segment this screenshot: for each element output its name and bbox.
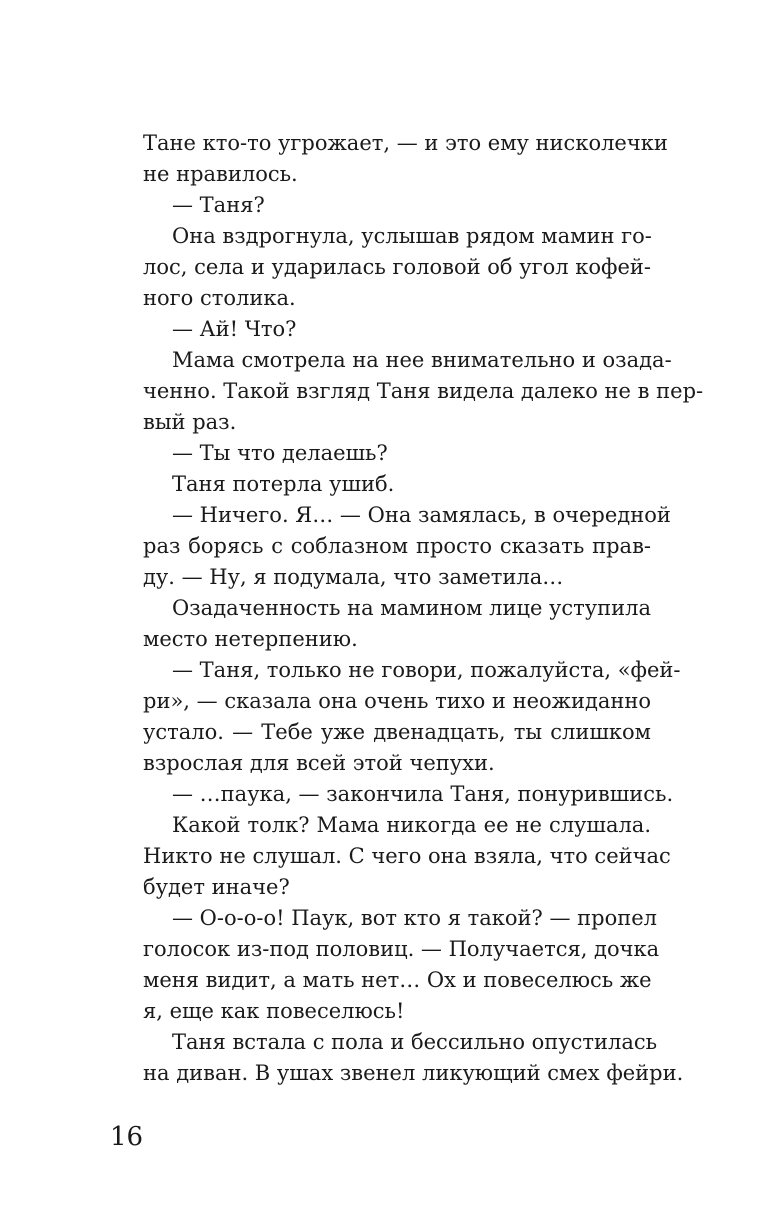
text-line-1: Тане кто-то угрожает, — и это ему нисколечки [143, 131, 668, 155]
text-line-20: устало. — Тебе уже двенадцать, ты слишком [143, 720, 651, 744]
text-line-4: Она вздрогнула, услышав рядом мамин го- [172, 224, 652, 248]
text-line-24: Никто не слушал. С чего она взяла, что сейчас [143, 844, 671, 868]
text-line-8: Мама смотрела на нее внимательно и озада- [172, 348, 672, 372]
text-line-6: ного столика. [143, 286, 296, 310]
text-line-10: вый раз. [143, 410, 237, 434]
text-line-5: лос, села и ударилась головой об угол кофей- [143, 255, 651, 279]
text-line-12: Таня потерла ушиб. [172, 472, 395, 496]
text-line-30: Таня встала с пола и бессильно опустилась [172, 1030, 658, 1054]
text-line-13: — Ничего. Я… — Она замялась, в очередной [172, 503, 671, 527]
text-line-9: ченно. Такой взгляд Таня видела далеко не в пер- [143, 379, 704, 403]
text-line-3: — Таня? [172, 193, 265, 217]
text-line-2: не нравилось. [143, 162, 298, 186]
text-line-16: Озадаченность на мамином лице уступила [172, 596, 651, 620]
text-line-25: будет иначе? [143, 875, 290, 899]
text-line-21: взрослая для всей этой чепухи. [143, 751, 495, 775]
text-line-7: — Ай! Что? [172, 317, 297, 341]
text-line-19: ри», — сказала она очень тихо и неожиданно [143, 689, 652, 713]
text-line-29: я, еще как повеселюсь! [143, 999, 405, 1023]
text-line-17: место нетерпению. [143, 627, 358, 651]
text-line-15: ду. — Ну, я подумала, что заметила… [143, 565, 564, 589]
text-line-18: — Таня, только не говори, пожалуйста, «фей- [172, 658, 681, 682]
text-line-23: Какой толк? Мама никогда ее не слушала. [172, 813, 651, 837]
page-number: 16 [110, 1122, 144, 1152]
text-line-14: раз борясь с соблазном просто сказать прав- [143, 534, 651, 558]
text-line-11: — Ты что делаешь? [172, 441, 388, 465]
text-line-28: меня видит, а мать нет… Ох и повеселюсь же [143, 968, 652, 992]
text-line-31: на диван. В ушах звенел ликующий смех фейри. [143, 1061, 684, 1085]
body-text [143, 128, 704, 1089]
text-line-26: — О-о-о-о! Паук, вот кто я такой? — пропел [172, 906, 657, 930]
text-line-22: — …паука, — закончила Таня, понурившись. [172, 782, 674, 806]
text-line-27: голосок из-под половиц. — Получается, дочка [143, 937, 660, 961]
